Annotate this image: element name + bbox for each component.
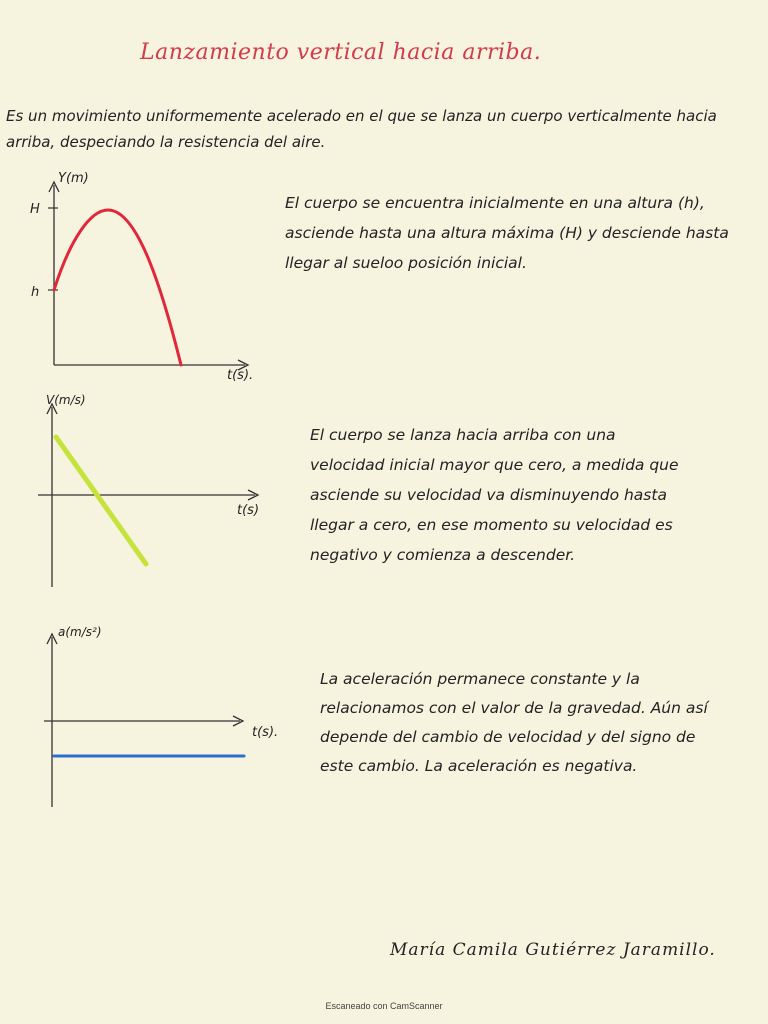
intro-text: Es un movimiento uniformemente acelerado en el que se lanza un cuerpo verticalmente hacia arriba, despeciando la resistencia del aire. xyxy=(6,107,717,151)
velocity-ylabel: V(m/s) xyxy=(46,393,86,407)
position-curve xyxy=(54,210,181,365)
position-graph xyxy=(20,170,270,385)
position-ylabel: Y(m) xyxy=(58,171,89,186)
acceleration-description: La aceleración permanece constante y la relacionamos con el valor de la gravedad. Aún así depende del cambio de velocidad y del signo de este cambio. La aceleración es negativa. xyxy=(320,670,708,775)
velocity-graph xyxy=(30,392,280,592)
acceleration-ylabel: a(m/s²) xyxy=(58,625,102,639)
page-title: Lanzamiento vertical hacia arriba. xyxy=(140,40,542,65)
velocity-line xyxy=(56,437,146,564)
position-description: El cuerpo se encuentra inicialmente en una altura (h), asciende hasta una altura máxima (H) y desciende hasta llegar al sueloo posición inicial. xyxy=(285,194,729,272)
velocity-description: El cuerpo se lanza hacia arriba con una velocidad inicial mayor que cero, a medida que asciende su velocidad va disminuyendo hasta llegar a cero, en ese momento su velocidad es negativo y comienza a descender. xyxy=(310,426,679,564)
author-signature: María Camila Gutiérrez Jaramillo. xyxy=(390,940,716,960)
position-tick-H-label: H xyxy=(30,202,40,217)
position-tick-h-label: h xyxy=(31,285,40,300)
position-xlabel: t(s). xyxy=(227,368,254,383)
scanner-watermark: Escaneado con CamScanner xyxy=(325,1001,443,1011)
velocity-xlabel: t(s) xyxy=(237,503,260,518)
acceleration-graph xyxy=(30,622,290,812)
acceleration-xlabel: t(s). xyxy=(252,725,279,740)
